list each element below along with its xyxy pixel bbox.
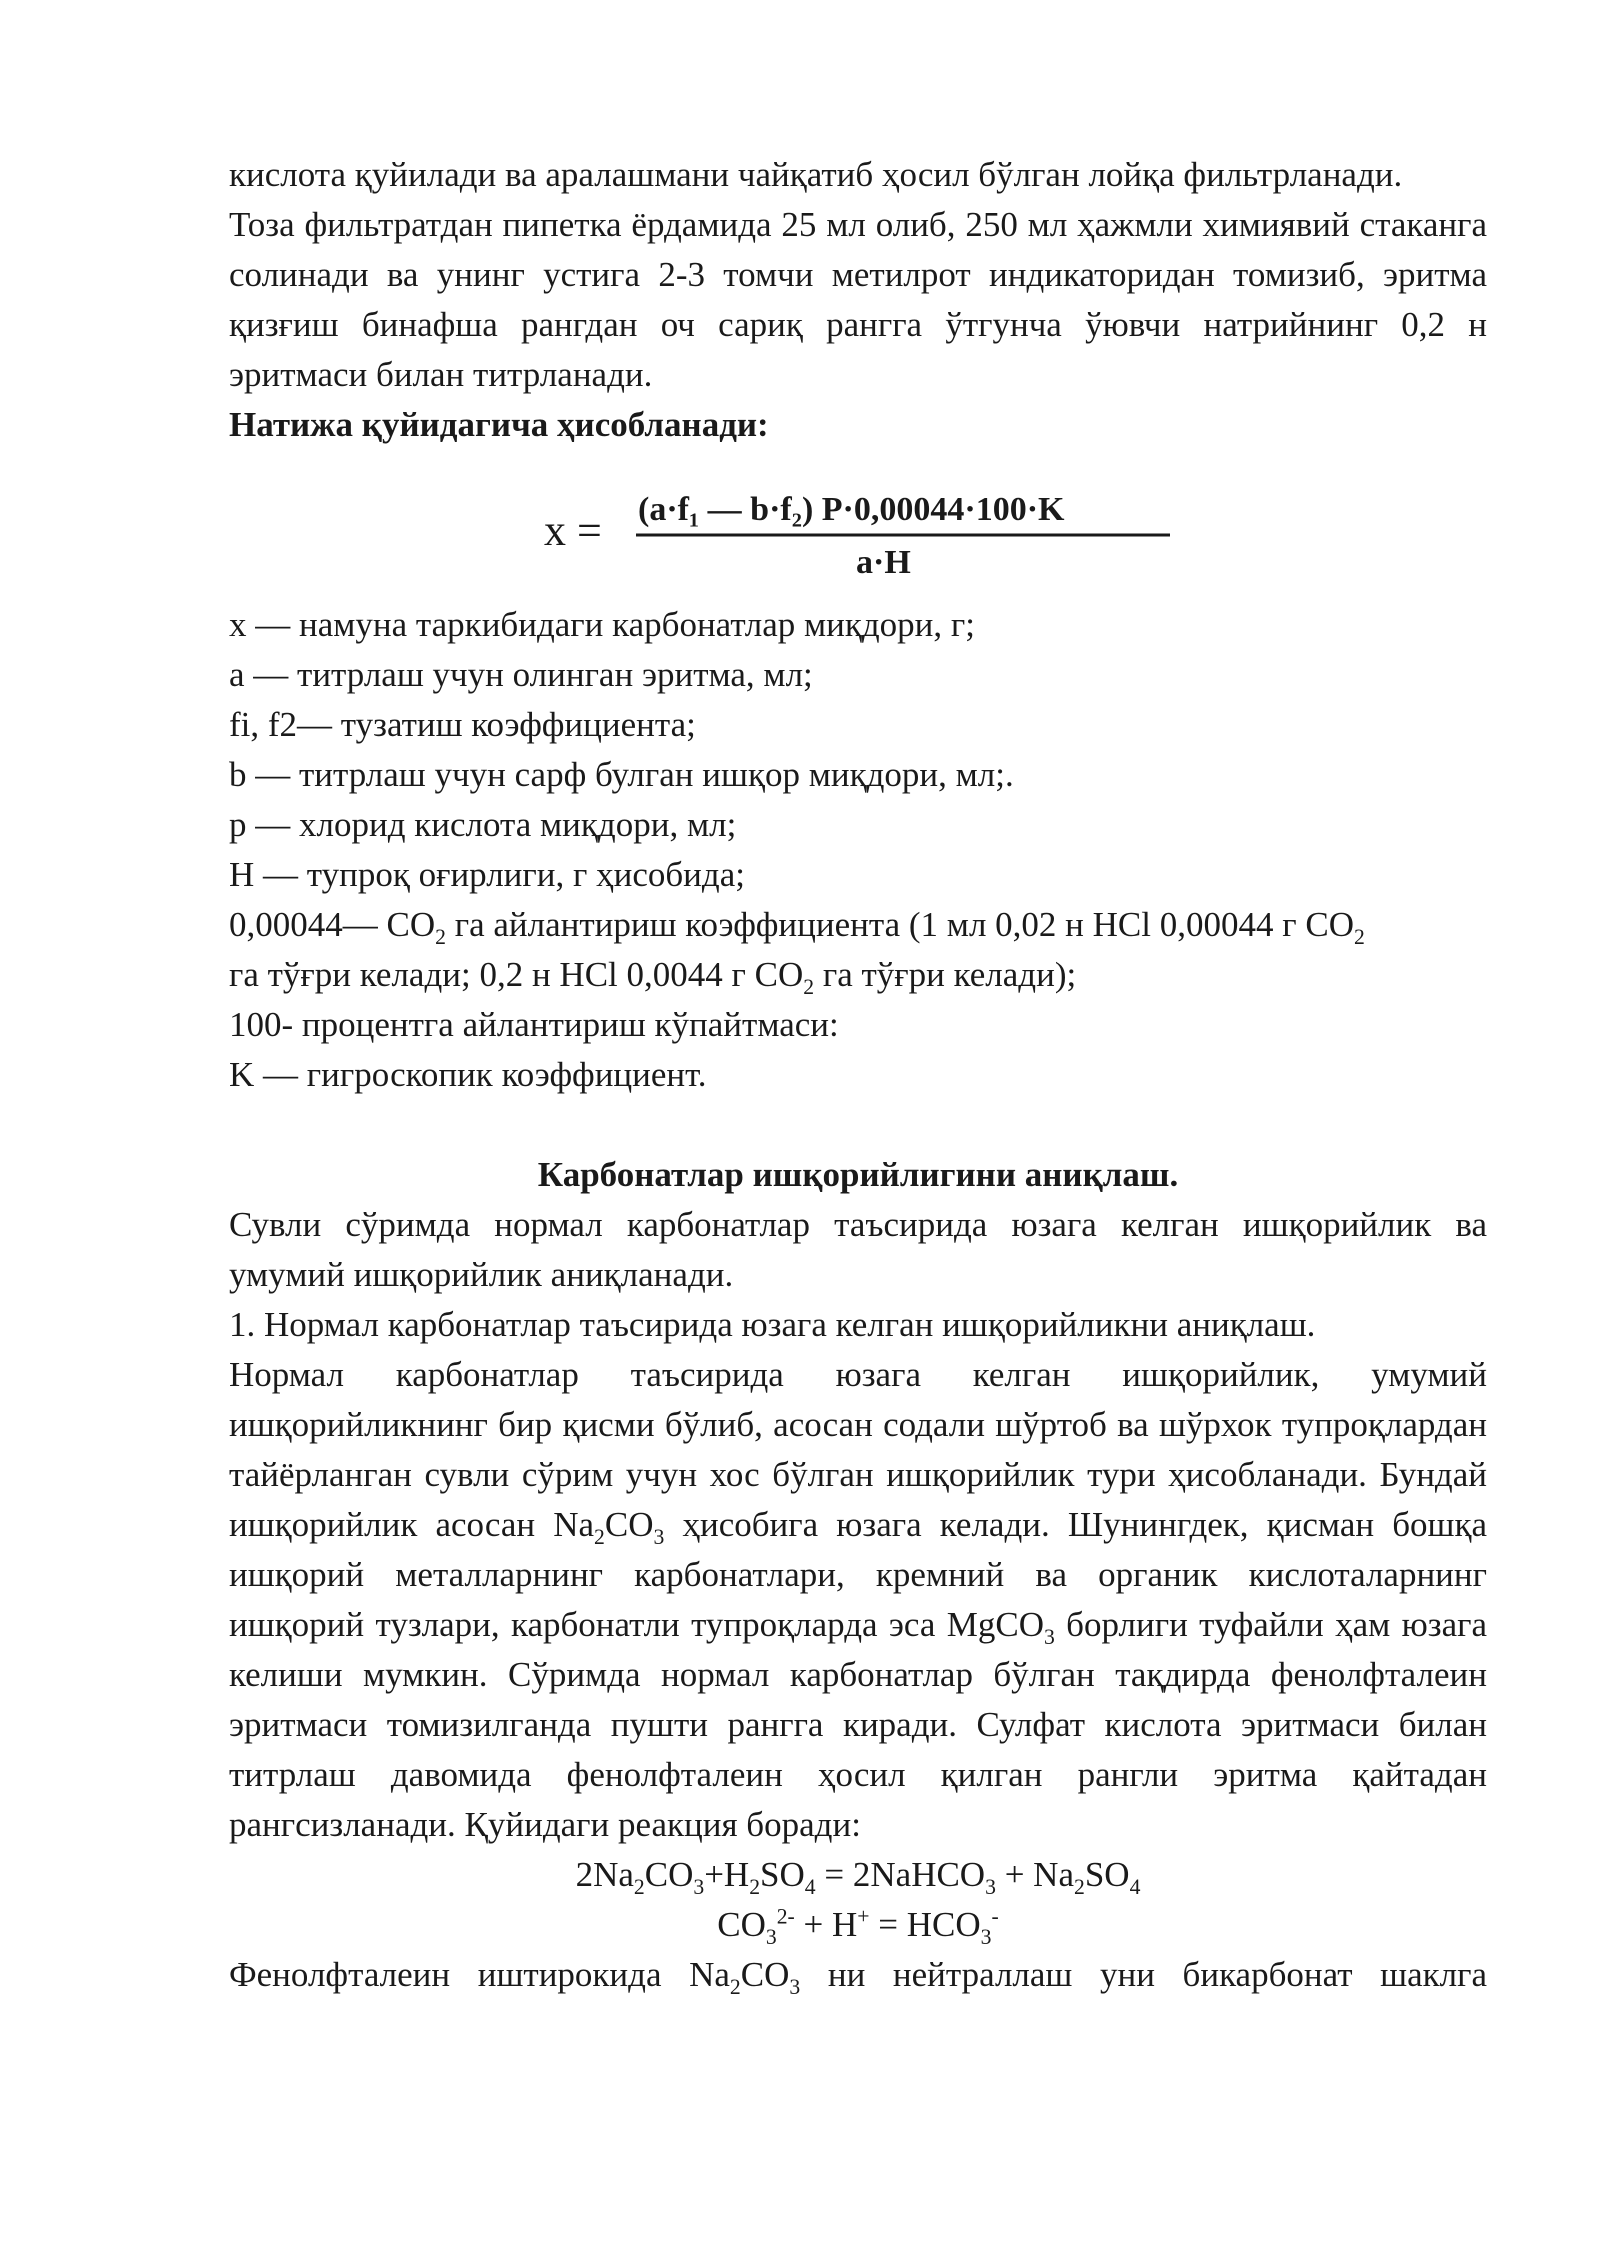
reaction-equation-2 (229, 1900, 1487, 1950)
r2-a: CO (717, 1905, 766, 1944)
r1-e-sub: 3 (985, 1875, 996, 1899)
r2-a-sup: 2- (776, 1904, 795, 1929)
final-paragraph (229, 1950, 1487, 2000)
body-sub-co3: 3 (653, 1525, 665, 1549)
r1-b: CO (644, 1855, 694, 1894)
legend-co2-coefficient (229, 900, 1487, 950)
legend-cont-sub: 2 (803, 975, 815, 999)
r2-c: = HCO (869, 1905, 981, 1944)
r1-a-sub: 2 (633, 1875, 645, 1899)
r1-f: + Na (995, 1855, 1074, 1894)
final-text-co: CO (740, 1955, 790, 1994)
result-heading: Натижа қуйидагича ҳисобланади: (229, 405, 769, 444)
r1-c-sub: 2 (749, 1875, 761, 1899)
section-gap (229, 1100, 1487, 1150)
legend-100: 100- процентга айлантириш кўпайтмаси: (229, 1005, 839, 1044)
legend-co2-sub-a: 2 (435, 925, 446, 949)
final-sub-co3: 3 (789, 1975, 801, 1999)
legend-k: K — гигроскопик коэффициент. (229, 1055, 707, 1094)
section-subheading: 1. Нормал карбонатлар таъсирида юзага келган ишқорийликни аниқлаш. (229, 1305, 1316, 1344)
paragraph-filtration: кислота қуйилади ва аралашмани чайқатиб ҳосил бўлган лойқа фильтрланади. (229, 155, 1403, 194)
legend-co2-text-a: 0,00044— CO (229, 905, 436, 944)
legend-co2-continuation (229, 950, 1487, 1000)
r1-b-sub: 3 (693, 1875, 705, 1899)
r2-a-sub: 3 (765, 1925, 777, 1949)
section-intro: Сувли сўримда нормал карбонатлар таъсирида юзага келган ишқорийлик ва умумий ишқорийлик аниқланади. (229, 1205, 1487, 1294)
legend-p: p — хлорид кислота миқдори, мл; (229, 805, 737, 844)
body-text-c: борлиги туфайли ҳам юзага келиши мумкин. Сўримда нормал карбонатлар бўлган тақдирда фенолфталеин эритмаси томизилганда пушти рангга киради. Сулфат кислота эритмаси билан титрлаш давомида фенолфталеин ҳосил қилган рангли эритма қайтадан рангсизланади. Қуйидаги реакция боради: (229, 1605, 1488, 1844)
body-text-a: Нормал карбонатлар таъсирида юзага келган ишқорийлик, умумий ишқорийликнинг бир қисми бўлиб, асосан содали шўртоб ва шўрхок тупроқлардан тайёрланган сувли сўрим учун хос бўлган ишқорийлик тури ҳисобланади. Бундай ишқорийлик асосан Na (229, 1355, 1487, 1544)
reaction-equation-1 (229, 1850, 1487, 1900)
r1-g-sub: 4 (1129, 1875, 1141, 1899)
r1-e: = 2NaHCO (815, 1855, 986, 1894)
formula-denominator: a·H (856, 544, 911, 581)
r2-c-sup: - (991, 1904, 999, 1929)
r1-d-sub: 4 (804, 1875, 816, 1899)
r1-c: +H (704, 1855, 750, 1894)
r1-g: SO (1084, 1855, 1130, 1894)
final-text-a: Фенолфталеин иштирокида Na (229, 1955, 730, 1994)
r2-c-sub: 3 (980, 1925, 992, 1949)
body-sub-na: 2 (594, 1525, 605, 1549)
r2-b-sup: + (857, 1904, 870, 1929)
legend-x: x — намуна таркибидаги карбонатлар миқдори, г; (229, 605, 975, 644)
legend-co2-text-b: га айлантириш коэффициента (1 мл 0,02 н HCl 0,00044 г CO (445, 905, 1354, 944)
legend-cont-text-a: га тўғри келади; 0,2 н HCl 0,0044 г CO (229, 955, 804, 994)
formula-lhs: x = (544, 506, 602, 555)
paragraph-titration: Тоза фильтратдан пипетка ёрдамида 25 мл олиб, 250 мл ҳажмли химиявий стаканга солинади ва унинг устига 2-3 томчи метилрот индикаторидан томизиб, эритма қизғиш бинафша рангдан оч сариқ рангга ўтгунча ўювчи натрийнинг 0,2 н эритмаси билан титрланади. (229, 205, 1487, 394)
final-sub-na: 2 (729, 1975, 741, 1999)
r1-d: SO (760, 1855, 805, 1894)
body-text-b: ҳисобига юзага келади. Шунингдек, қисман бошқа ишқорий металларнинг карбонатлари, кремний ва органик кислоталарнинг ишқорий тузлари, карбонатли тупроқларда эса MgCO (229, 1505, 1488, 1644)
formula-image (229, 450, 1487, 600)
r1-a: 2Na (575, 1855, 634, 1894)
legend-cont-text-b: га тўғри келади); (814, 955, 1077, 994)
formula-numerator: (a·f₁ — b·f₂) P·0,00044·100·K (638, 491, 1065, 528)
legend-h: H — тупроқ оғирлиги, г ҳисобида; (229, 855, 745, 894)
body-text-co: CO (604, 1505, 654, 1544)
document-page (229, 150, 1487, 2000)
final-text-b: ни нейтраллаш уни бикарбонат шаклга (800, 1955, 1487, 1994)
r2-b: + H (794, 1905, 858, 1944)
section-body (229, 1350, 1487, 1850)
legend-a: a — титрлаш учун олинган эритма, мл; (229, 655, 813, 694)
legend-co2-sub-b: 2 (1353, 925, 1365, 949)
section-title: Карбонатлар ишқорийлигини аниқлаш. (537, 1155, 1179, 1194)
legend-b: b — титрлаш учун сарф булган ишқор миқдори, мл;. (229, 755, 1014, 794)
carbonate-formula (538, 465, 1238, 585)
r1-f-sub: 2 (1074, 1875, 1085, 1899)
legend-f: fi, f2— тузатиш коэффициента; (229, 705, 696, 744)
body-sub-mgco3: 3 (1044, 1625, 1055, 1649)
